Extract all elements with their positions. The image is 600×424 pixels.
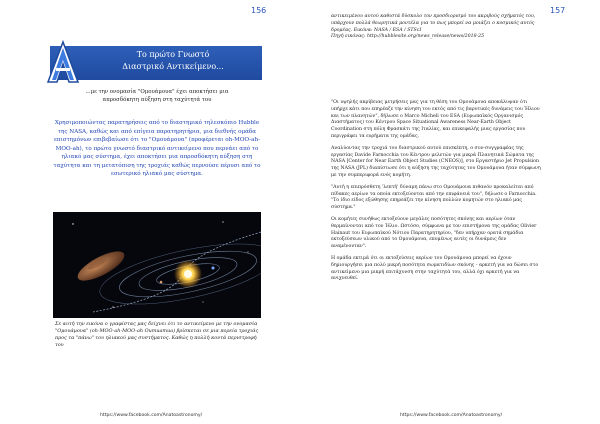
oumuamua-illustration — [53, 212, 261, 318]
title-banner — [50, 46, 262, 80]
body-paragraph: "Αυτή η επιπρόσθετη 'λεπτή' δύναμη πάνω στο Ομουάμουα πιθανόν προκαλείται από πίδακες αερίων τα οποία εκτοξεύονται από την επιφάνειά του", δήλωσε ο Farnocchia. "Το ίδιο είδος εξώθησης επηρεάζει την κίνηση πολλών κομητών στο ηλιακό μας σύστημα." — [331, 184, 537, 211]
page-footer: https://www.facebook.com/Anatoastronomy/ — [100, 413, 203, 418]
image-caption: Σε αυτή την εικόνα ο γραφίστας μας δείχνει ότι το αντικείμενο με την ονομασία "Ομουάμουα" (oh-MOO-ah-MOO-ah Oumuamua) βρίσκεται σε μια πορεία τροχιάς προς τα "πάνω" του ηλιακού μας συστήματος. Καθώς η πολλή κοντά περιστροφή του — [55, 321, 259, 348]
article-body — [331, 100, 541, 288]
body-paragraph: Οι κομήτες συνήθως εκτοξεύουν μεγάλες ποσότητες σκόνης και αερίων όταν θερμαίνονται από τον Ήλιο. Ωστόσο, σύμφωνα με τον επιστήμονα της ομάδας Olivier Hainaut του Ευρωπαϊκού Νότιου Παρατηρητηρίου, "δεν υπήρχαν ορατά σημάδια εκτοξεύσεων υλικού από το Ομουάμουα, επομένως αυτές οι δυνάμεις δεν αναμένονταν". — [331, 216, 537, 250]
orbit-illustration-icon — [53, 212, 261, 318]
page-footer: https://www.facebook.com/Anatoastronomy/ — [400, 413, 503, 418]
caption-continuation: αντικειμένου αυτού καθιστά δύσκολο τον προσδιορισμό του ακριβούς σχήματός του, υπάρχουν πολλά θεωρητικά μοντέλα για το πως μπορεί να μοιάζει ο κοσμικός αυτός δρομέας. Εικόνα: NASA / ESA / STScI Πηγή εικόνας: http://hubblesite.org/news_release/news/2018-25 — [331, 14, 541, 41]
page-number: 156 — [251, 6, 267, 15]
intro-text: ...με την ονομασία "Ομουάμουα" έχει αποκτήσει μια απροσδόκητη αύξηση στη ταχύτητά του — [85, 89, 229, 103]
image-source: Πηγή εικόνας: http://hubblesite.org/news_release/news/2018-25 — [331, 34, 485, 40]
body-paragraph: Η ομάδα εκτιμά ότι οι εκτοξεύσεις αερίων του Ομουάμουα μπορεί να έχουν δημιουργήσει μια πολύ μικρή ποσότητα σωματιδίων σκόνης - αρκετή για να δώσει στο αντικείμενο μια μικρή επιτάχυνση στην ταχύτητά του, αλλά όχι αρκετή για να ανιχνευθεί. — [331, 255, 539, 282]
lead-paragraph: Χρησιμοποιώντας παρατηρήσεις από το διαστημικό τηλεσκόπιο Hubble της NASA, καθώς και από επίγεια παρατηρητήρια, μια διεθνής ομάδα επιστημόνων επιβεβαίωσε ότι το "Ομουάμουα" (προφέρεται oh-MOO-ah-MOO-ah), το πρώτο γνωστό διαστρικό αντικείμενο που περνάει από το ηλιακό μας σύστημα, έχει αποκτήσει μια απροσδόκητη αύξηση στη ταχύτητα και τη μετατόπιση της τροχιάς καθώς περνούσε πέρυσι από το εσωτερικό ηλιακό μας σύστημα. — [53, 120, 261, 177]
banner-title: Το πρώτο Γνωστό Διαστρικό Αντικείμενο... — [122, 50, 224, 71]
body-paragraph: "Οι υψηλής ακρίβειας μετρήσεις μας για τη θέση του Ομουάμουα αποκάλυψαν ότι υπήρχε κάτι που επηρέαζε την κίνηση του εκτός από τις βαρυτικές δυνάμεις του Ήλιου και των πλανητών", δήλωσε ο Marco Micheli του ESA (Ευρωπαϊκός Οργανισμός Διαστήματος) του Κέντρου Space Situational Awareness Near-Earth Object Coordination στη πόλη Φρασκάτι της Ιταλίας, και επικεφαλής μιας εργασίας που περιγράφει τα ευρήματα της ομάδας. — [331, 100, 540, 139]
astronomy-a-logo-icon — [46, 40, 80, 84]
body-paragraph: Αναλύοντας την τροχιά του διαστρικού αυτού επισκέπτη, ο συν-συγγραφέας της εργασίας Davide Farnocchia του Κέντρου μελετών για μικρά Πλανητικά Σώματα της NASA [Center for Near Earth Object Studies (CNEOS)], στο Εργαστήριο Jet Propulsion της NASA (JPL) διαπίστωσε ότι η αύξηση της ταχύτητας του Ομουάμουα ήταν σύμφωνη με την συμπεριφορά ενός κομήτη. — [331, 145, 541, 178]
right-page — [300, 0, 600, 424]
page-number: 157 — [550, 6, 566, 15]
